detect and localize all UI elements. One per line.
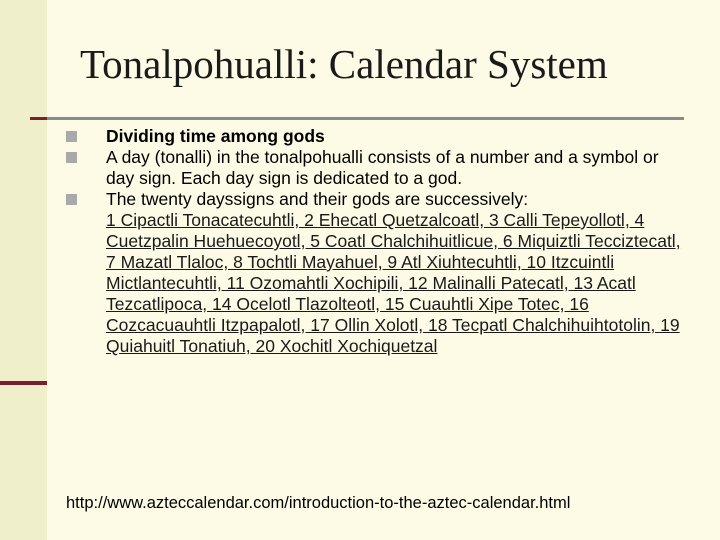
slide-title: Tonalpohualli: Calendar System — [80, 41, 608, 87]
square-bullet-icon — [66, 131, 77, 142]
bullet-item — [58, 147, 688, 189]
bullet-text: Dividing time among gods — [106, 126, 325, 146]
bullet-item — [58, 189, 688, 357]
bullet-text: The twenty dayssigns and their gods are successively: — [106, 189, 529, 209]
square-bullet-icon — [66, 152, 77, 163]
source-url: http://www.azteccalendar.com/introduction-to-the-aztec-calendar.html — [66, 494, 571, 512]
day-sign-list: 1 Cipactli Tonacatecuhtli, 2 Ehecatl Quetzalcoatl, 3 Calli Tepeyollotl, 4 Cuetzpalin Huehuecoyotl, 5 Coatl Chalchihuitlicue, 6 Miquiztli Tecciztecatl, 7 Mazatl Tlaloc, 8 Tochtli Mayahuel, 9 Atl Xiuhtecuhtli, 10 Itzcuintli Mictlantecuhtli, 11 Ozomahtli Xochipili, 12 Malinalli Patecatl, 13 Acatl Tezcatlipoca, 14 Ocelotl Tlazolteotl, 15 Cuauhtli Xipe Totec, 16 Cozcacuauhtli Itzpapalotl, 17 Ollin Xolotl, 18 Tecpatl Chalchihuihtotolin, 19 Quiahuitl Tonatiuh, 20 Xochitl Xochiquetzal — [106, 210, 681, 356]
square-bullet-icon — [66, 194, 77, 205]
sidebar-accent-line — [0, 381, 47, 385]
left-sidebar-band — [0, 0, 47, 540]
bullet-item — [58, 126, 688, 147]
bullet-text: A day (tonalli) in the tonalpohualli consists of a number and a symbol or day sign. Each day sign is dedicated to a god. — [106, 147, 659, 188]
title-divider-shade — [47, 117, 684, 120]
bullet-list — [58, 126, 688, 357]
